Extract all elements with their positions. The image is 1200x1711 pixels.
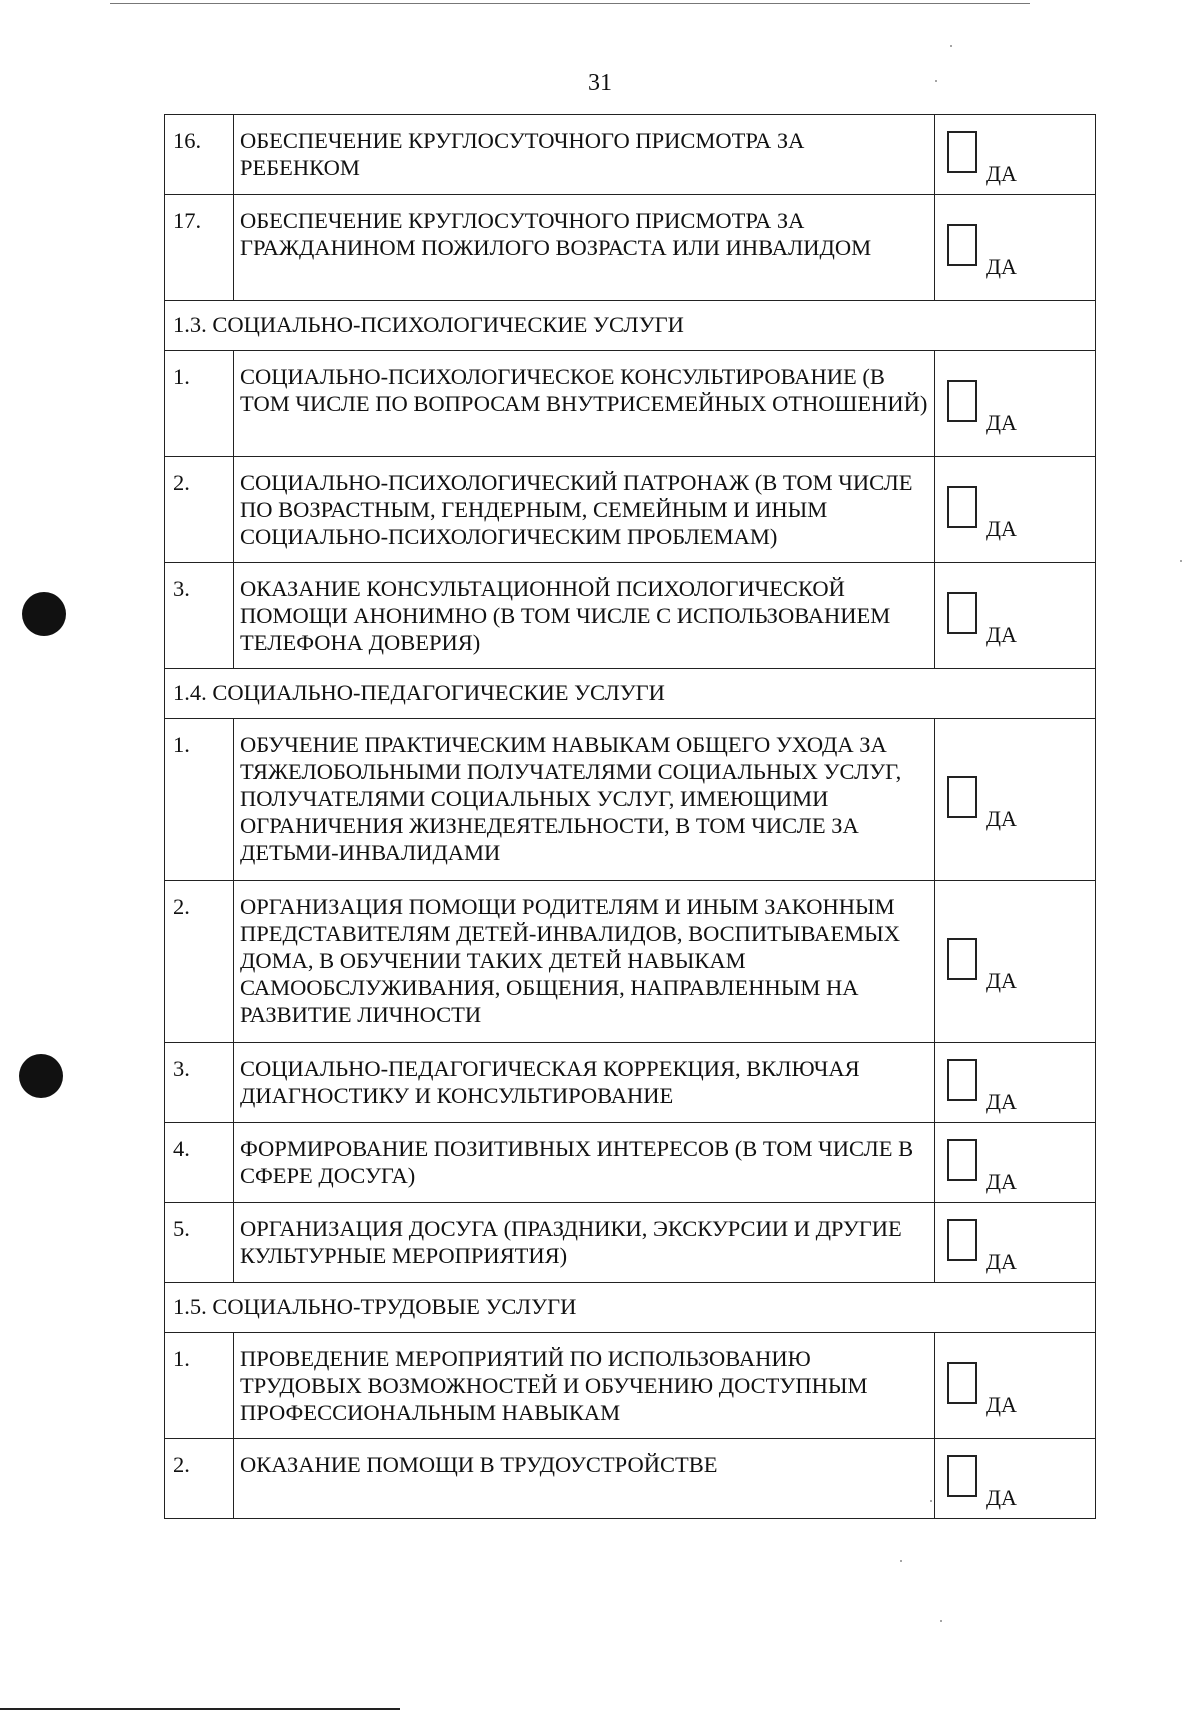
item-number: 3. bbox=[165, 1043, 234, 1123]
item-number: 17. bbox=[165, 195, 234, 301]
service-row bbox=[165, 719, 1096, 881]
section-title: 1.5. СОЦИАЛЬНО-ТРУДОВЫЕ УСЛУГИ bbox=[165, 1283, 1096, 1333]
yes-label: ДА bbox=[986, 253, 1017, 279]
yes-option-cell bbox=[935, 563, 1096, 669]
yes-option-cell bbox=[935, 1043, 1096, 1123]
yes-checkbox[interactable] bbox=[947, 486, 977, 528]
scan-speck bbox=[935, 80, 937, 82]
yes-option-cell bbox=[935, 457, 1096, 563]
yes-option-cell bbox=[935, 195, 1096, 301]
yes-checkbox[interactable] bbox=[947, 776, 977, 818]
item-number: 4. bbox=[165, 1123, 234, 1203]
item-number: 1. bbox=[165, 351, 234, 457]
item-number: 16. bbox=[165, 115, 234, 195]
yes-option-cell bbox=[935, 881, 1096, 1043]
yes-label: ДА bbox=[986, 1088, 1017, 1114]
social-services-checklist bbox=[164, 114, 1096, 1519]
service-row bbox=[165, 351, 1096, 457]
service-description: ОБЕСПЕЧЕНИЕ КРУГЛОСУТОЧНОГО ПРИСМОТРА ЗА РЕБЕНКОМ bbox=[234, 115, 935, 195]
page-number: 31 bbox=[588, 70, 612, 96]
service-row bbox=[165, 563, 1096, 669]
service-row bbox=[165, 1043, 1096, 1123]
punch-hole bbox=[22, 592, 66, 636]
yes-label: ДА bbox=[986, 1391, 1017, 1417]
section-header-row bbox=[165, 1283, 1096, 1333]
yes-checkbox[interactable] bbox=[947, 592, 977, 634]
yes-label: ДА bbox=[986, 1484, 1017, 1510]
service-row bbox=[165, 195, 1096, 301]
service-row bbox=[165, 1123, 1096, 1203]
service-row bbox=[165, 457, 1096, 563]
yes-label: ДА bbox=[986, 1168, 1017, 1194]
scan-speck bbox=[940, 1620, 942, 1622]
yes-label: ДА bbox=[986, 409, 1017, 435]
yes-checkbox[interactable] bbox=[947, 1455, 977, 1497]
service-description: СОЦИАЛЬНО-ПЕДАГОГИЧЕСКАЯ КОРРЕКЦИЯ, ВКЛЮЧАЯ ДИАГНОСТИКУ И КОНСУЛЬТИРОВАНИЕ bbox=[234, 1043, 935, 1123]
punch-hole bbox=[19, 1054, 63, 1098]
yes-checkbox[interactable] bbox=[947, 380, 977, 422]
service-description: ФОРМИРОВАНИЕ ПОЗИТИВНЫХ ИНТЕРЕСОВ (В ТОМ ЧИСЛЕ В СФЕРЕ ДОСУГА) bbox=[234, 1123, 935, 1203]
service-row bbox=[165, 1203, 1096, 1283]
yes-option-cell bbox=[935, 1203, 1096, 1283]
yes-option-cell bbox=[935, 351, 1096, 457]
service-description: СОЦИАЛЬНО-ПСИХОЛОГИЧЕСКИЙ ПАТРОНАЖ (В ТОМ ЧИСЛЕ ПО ВОЗРАСТНЫМ, ГЕНДЕРНЫМ, СЕМЕЙНЫМ И ИНЫМ СОЦИАЛЬНО-ПСИХОЛОГИЧЕСКИМ ПРОБЛЕМАМ) bbox=[234, 457, 935, 563]
yes-label: ДА bbox=[986, 621, 1017, 647]
yes-option-cell bbox=[935, 719, 1096, 881]
yes-option-cell bbox=[935, 115, 1096, 195]
section-title: 1.4. СОЦИАЛЬНО-ПЕДАГОГИЧЕСКИЕ УСЛУГИ bbox=[165, 669, 1096, 719]
item-number: 5. bbox=[165, 1203, 234, 1283]
yes-checkbox[interactable] bbox=[947, 1219, 977, 1261]
yes-label: ДА bbox=[986, 805, 1017, 831]
yes-label: ДА bbox=[986, 160, 1017, 186]
item-number: 2. bbox=[165, 1439, 234, 1519]
service-row bbox=[165, 881, 1096, 1043]
service-description: ПРОВЕДЕНИЕ МЕРОПРИЯТИЙ ПО ИСПОЛЬЗОВАНИЮ ТРУДОВЫХ ВОЗМОЖНОСТЕЙ И ОБУЧЕНИЮ ДОСТУПНЫМ ПРОФЕССИОНАЛЬНЫМ НАВЫКАМ bbox=[234, 1333, 935, 1439]
yes-checkbox[interactable] bbox=[947, 1059, 977, 1101]
service-description: СОЦИАЛЬНО-ПСИХОЛОГИЧЕСКОЕ КОНСУЛЬТИРОВАНИЕ (В ТОМ ЧИСЛЕ ПО ВОПРОСАМ ВНУТРИСЕМЕЙНЫХ ОТНОШЕНИЙ) bbox=[234, 351, 935, 457]
service-description: ОРГАНИЗАЦИЯ ДОСУГА (ПРАЗДНИКИ, ЭКСКУРСИИ И ДРУГИЕ КУЛЬТУРНЫЕ МЕРОПРИЯТИЯ) bbox=[234, 1203, 935, 1283]
yes-checkbox[interactable] bbox=[947, 1362, 977, 1404]
service-description: ОБЕСПЕЧЕНИЕ КРУГЛОСУТОЧНОГО ПРИСМОТРА ЗА ГРАЖДАНИНОМ ПОЖИЛОГО ВОЗРАСТА ИЛИ ИНВАЛИДОМ bbox=[234, 195, 935, 301]
service-row bbox=[165, 1333, 1096, 1439]
item-number: 3. bbox=[165, 563, 234, 669]
service-description: ОКАЗАНИЕ ПОМОЩИ В ТРУДОУСТРОЙСТВЕ bbox=[234, 1439, 935, 1519]
yes-option-cell bbox=[935, 1439, 1096, 1519]
yes-label: ДА bbox=[986, 967, 1017, 993]
scan-speck bbox=[1180, 560, 1182, 562]
yes-label: ДА bbox=[986, 1248, 1017, 1274]
yes-checkbox[interactable] bbox=[947, 1139, 977, 1181]
item-number: 1. bbox=[165, 1333, 234, 1439]
service-description: ОБУЧЕНИЕ ПРАКТИЧЕСКИМ НАВЫКАМ ОБЩЕГО УХОДА ЗА ТЯЖЕЛОБОЛЬНЫМИ ПОЛУЧАТЕЛЯМИ СОЦИАЛЬНЫХ УСЛУГ, ПОЛУЧАТЕЛЯМИ СОЦИАЛЬНЫХ УСЛУГ, ИМЕЮЩИМИ ОГРАНИЧЕНИЯ ЖИЗНЕДЕЯТЕЛЬНОСТИ, В ТОМ ЧИСЛЕ ЗА ДЕТЬМИ-ИНВАЛИДАМИ bbox=[234, 719, 935, 881]
service-description: ОКАЗАНИЕ КОНСУЛЬТАЦИОННОЙ ПСИХОЛОГИЧЕСКОЙ ПОМОЩИ АНОНИМНО (В ТОМ ЧИСЛЕ С ИСПОЛЬЗОВАНИЕМ ТЕЛЕФОНА ДОВЕРИЯ) bbox=[234, 563, 935, 669]
scan-top-edge bbox=[110, 3, 1030, 4]
section-header-row bbox=[165, 301, 1096, 351]
scan-bottom-edge bbox=[0, 1708, 400, 1710]
section-title: 1.3. СОЦИАЛЬНО-ПСИХОЛОГИЧЕСКИЕ УСЛУГИ bbox=[165, 301, 1096, 351]
yes-option-cell bbox=[935, 1333, 1096, 1439]
scan-speck bbox=[950, 45, 952, 47]
service-row bbox=[165, 1439, 1096, 1519]
item-number: 2. bbox=[165, 457, 234, 563]
yes-option-cell bbox=[935, 1123, 1096, 1203]
service-row bbox=[165, 115, 1096, 195]
scan-speck bbox=[900, 1560, 902, 1562]
service-description: ОРГАНИЗАЦИЯ ПОМОЩИ РОДИТЕЛЯМ И ИНЫМ ЗАКОННЫМ ПРЕДСТАВИТЕЛЯМ ДЕТЕЙ-ИНВАЛИДОВ, ВОСПИТЫВАЕМЫХ ДОМА, В ОБУЧЕНИИ ТАКИХ ДЕТЕЙ НАВЫКАМ САМООБСЛУЖИВАНИЯ, ОБЩЕНИЯ, НАПРАВЛЕННЫМ НА РАЗВИТИЕ ЛИЧНОСТИ bbox=[234, 881, 935, 1043]
item-number: 1. bbox=[165, 719, 234, 881]
yes-checkbox[interactable] bbox=[947, 224, 977, 266]
section-header-row bbox=[165, 669, 1096, 719]
yes-checkbox[interactable] bbox=[947, 938, 977, 980]
yes-label: ДА bbox=[986, 515, 1017, 541]
yes-checkbox[interactable] bbox=[947, 131, 977, 173]
item-number: 2. bbox=[165, 881, 234, 1043]
